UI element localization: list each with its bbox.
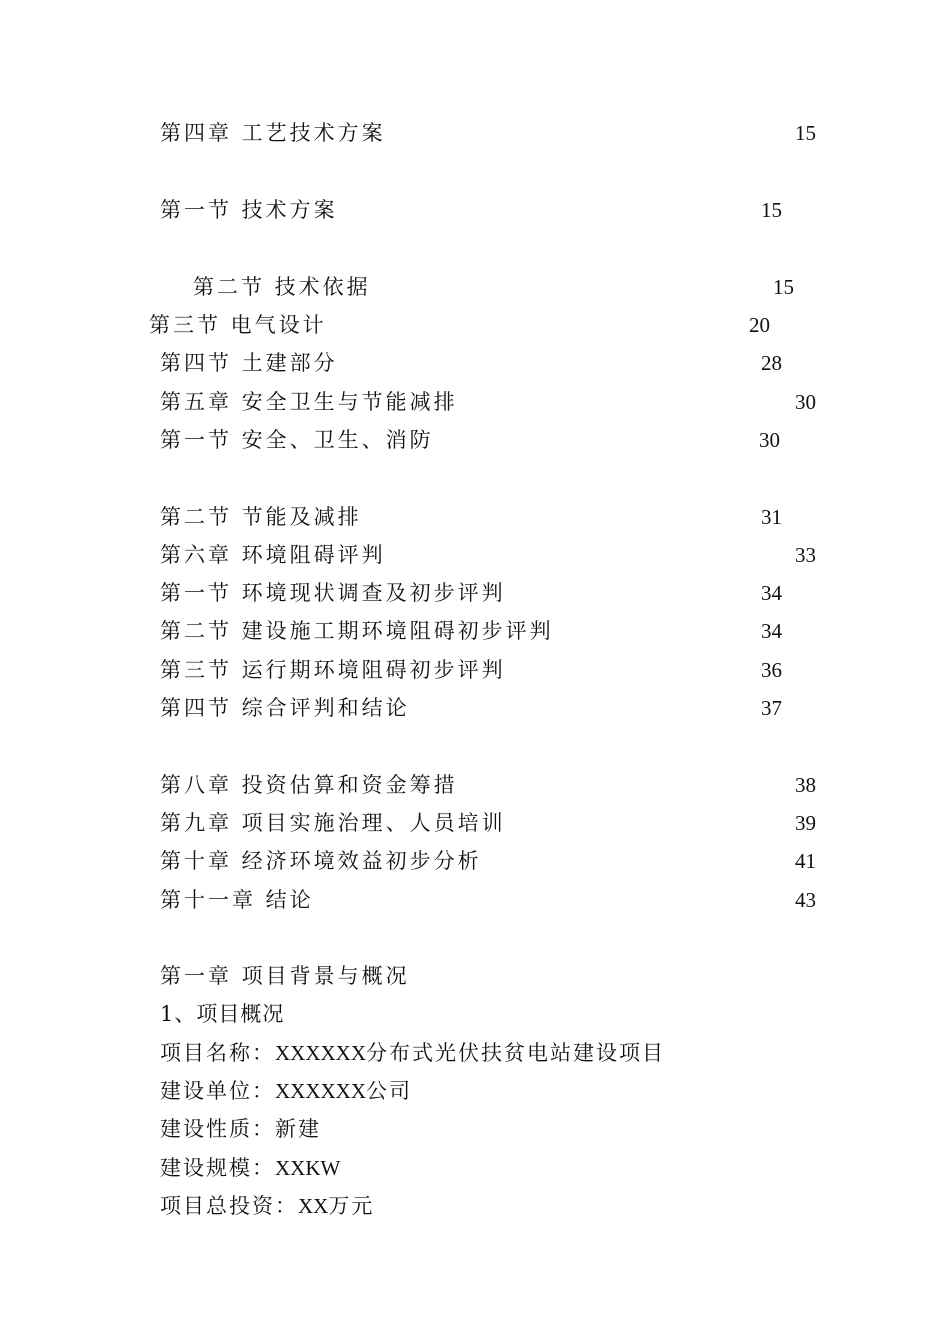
toc-entry-page: 41 — [795, 849, 816, 873]
toc-entry-title: 第二节 技术依据 — [193, 275, 371, 299]
toc-entry-title: 第四节 土建部分 — [160, 351, 338, 375]
investment-suffix: 万元 — [328, 1194, 375, 1218]
scale-value: XXKW — [275, 1156, 341, 1180]
toc-entry-title: 第一节 技术方案 — [160, 198, 338, 222]
builder-suffix: 公司 — [366, 1079, 412, 1103]
toc-entry-page: 31 — [761, 505, 782, 529]
toc-entry-title: 第一节 环境现状调查及初步评判 — [160, 581, 506, 605]
toc-entry-title: 第二节 节能及减排 — [160, 505, 362, 529]
toc-entry-page: 30 — [759, 428, 780, 452]
project-name-label: 项目名称： — [160, 1041, 275, 1065]
investment-line — [160, 1192, 374, 1220]
toc-entry-page: 15 — [761, 198, 782, 222]
builder-line — [160, 1077, 412, 1105]
toc-entry-title: 第四节 综合评判和结论 — [160, 696, 410, 720]
toc-entry-title: 第十章 经济环境效益初步分析 — [160, 849, 482, 873]
toc-entry-title: 第四章 工艺技术方案 — [160, 121, 386, 145]
toc-entry-title: 第五章 安全卫生与节能减排 — [160, 390, 458, 414]
toc-entry-page: 37 — [761, 696, 782, 720]
toc-entry-page: 34 — [761, 581, 782, 605]
toc-entry-title: 第九章 项目实施治理、人员培训 — [160, 811, 506, 835]
toc-entry-page: 33 — [795, 543, 816, 567]
toc-entry-page: 36 — [761, 658, 782, 682]
builder-label: 建设单位： — [160, 1079, 275, 1103]
section-heading: 1、项目概况 — [160, 1002, 285, 1026]
toc-entry-title: 第八章 投资估算和资金筹措 — [160, 773, 458, 797]
builder-value: XXXXXX — [275, 1079, 366, 1103]
project-name-suffix: 分布式光伏扶贫电站建设项目 — [366, 1041, 665, 1065]
toc-entry-title: 第一节 安全、卫生、消防 — [160, 428, 434, 452]
toc-entry-page: 38 — [795, 773, 816, 797]
toc-entry-page: 39 — [795, 811, 816, 835]
toc-entry-page: 34 — [761, 619, 782, 643]
toc-entry-title: 第六章 环境阻碍评判 — [160, 543, 386, 567]
investment-label: 项目总投资： — [160, 1194, 298, 1218]
toc-entry-title: 第三节 运行期环境阻碍初步评判 — [160, 658, 506, 682]
scale-line — [160, 1154, 340, 1182]
toc-entry-title: 第二节 建设施工期环境阻碍初步评判 — [160, 619, 554, 643]
project-name-line — [160, 1039, 665, 1067]
project-name-value: XXXXXX — [275, 1041, 366, 1065]
toc-entry-title: 第十一章 结论 — [160, 888, 314, 912]
toc-entry-page: 43 — [795, 888, 816, 912]
toc-entry-title: 第三节 电气设计 — [149, 313, 327, 337]
toc-entry-page: 20 — [749, 313, 770, 337]
nature-line — [160, 1115, 321, 1143]
nature-label: 建设性质： — [160, 1117, 275, 1141]
chapter-heading: 第一章 项目背景与概况 — [160, 964, 410, 988]
toc-entry-page: 30 — [795, 390, 816, 414]
toc-entry-page: 28 — [761, 351, 782, 375]
toc-entry-page: 15 — [773, 275, 794, 299]
nature-value: 新建 — [275, 1117, 321, 1141]
toc-entry-page: 15 — [795, 121, 816, 145]
investment-value: XX — [298, 1194, 329, 1218]
scale-label: 建设规模： — [160, 1156, 275, 1180]
